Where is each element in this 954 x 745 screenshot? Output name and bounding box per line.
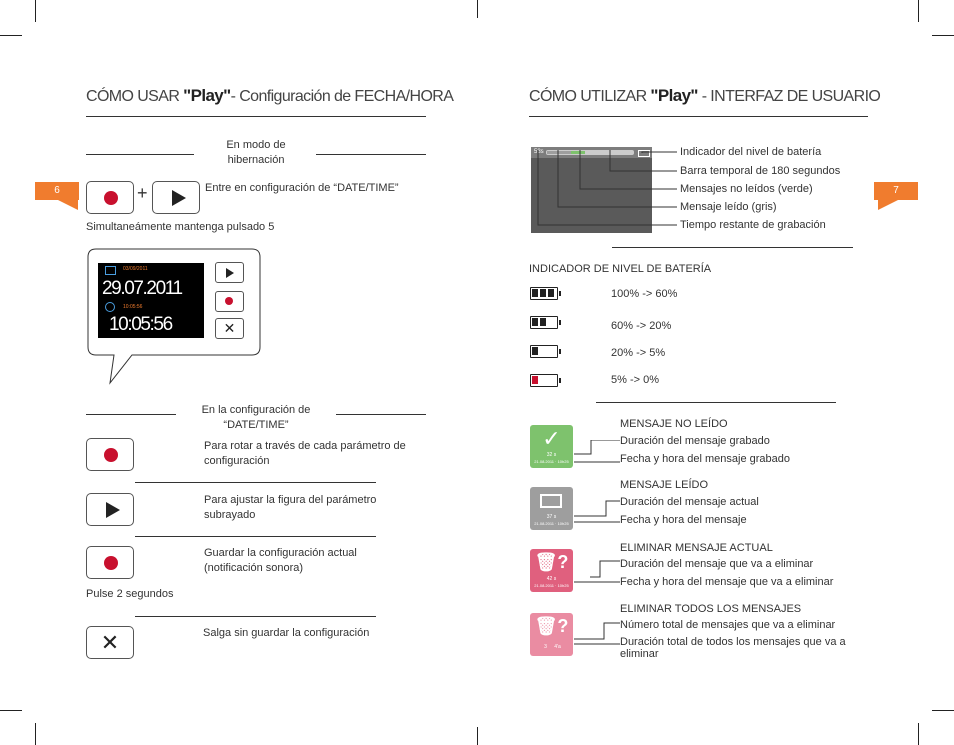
- unread-title: MENSAJE NO LEÍDO: [620, 418, 728, 430]
- device-date: 29.07.2011: [102, 278, 182, 299]
- step-save-button[interactable]: [86, 546, 134, 579]
- battery-one-icon: [530, 345, 558, 358]
- play-icon: [172, 190, 186, 206]
- callout-lines: [530, 140, 680, 235]
- callout-unread: Mensajes no leídos (verde): [680, 183, 813, 195]
- callout-remaining: Tiempo restante de grabación: [680, 219, 826, 231]
- battery-level-4: 5% -> 0%: [611, 374, 659, 386]
- device-time: 10:05:56: [109, 314, 172, 335]
- battery-full-icon: [530, 287, 558, 300]
- message-callout-lines: [560, 440, 622, 660]
- unread-line2: Fecha y hora del mensaje grabado: [620, 453, 790, 465]
- step-play-button[interactable]: [86, 493, 134, 526]
- left-page-title: CÓMO USAR "Play"- Configuración de FECHA/HORA: [86, 86, 454, 105]
- delete-all-line2: Duración total de todos los mensajes que va a eliminar: [620, 636, 846, 660]
- clock-icon: [105, 302, 115, 312]
- delete-all-title: ELIMINAR TODOS LOS MENSAJES: [620, 603, 802, 615]
- read-line2: Fecha y hora del mensaje: [620, 514, 747, 526]
- battery-title: INDICADOR DE NIVEL DE BATERÍA: [529, 263, 712, 275]
- hibernation-caption: En modo de hibernación: [226, 139, 286, 166]
- envelope-icon: [540, 494, 562, 508]
- play-button[interactable]: [152, 181, 200, 214]
- enter-config-text: Entre en configuración de “DATE/TIME”: [205, 182, 399, 194]
- time-left-label: 58s: [534, 149, 544, 155]
- plus-sign: +: [137, 183, 148, 203]
- page-number-right: 7: [874, 182, 918, 200]
- battery-two-icon: [530, 316, 558, 329]
- close-icon: ✕: [100, 630, 120, 655]
- page-number-left: 6: [35, 182, 79, 200]
- play-icon: [226, 268, 234, 278]
- callout-timeline: Barra temporal de 180 segundos: [680, 165, 841, 177]
- read-title: MENSAJE LEÍDO: [620, 479, 709, 491]
- trash-icon: 🗑?: [534, 552, 569, 572]
- delete-all-line1: Número total de mensajes que va a eliminar: [620, 619, 836, 631]
- delete-all-icon: 🗑? 3 4'a: [530, 613, 573, 656]
- device-row1: 03/09/2011: [123, 266, 148, 272]
- unread-message-icon: ✓ 32 s 21.08.2011 · 10h25: [530, 425, 573, 468]
- callout-read: Mensaje leído (gris): [680, 201, 777, 213]
- close-icon: ✕: [223, 320, 236, 336]
- step-close-button[interactable]: [86, 626, 134, 659]
- trash-icon: 🗑?: [534, 616, 569, 636]
- device-close-button[interactable]: [215, 318, 244, 339]
- press-two-seconds: Pulse 2 segundos: [86, 588, 174, 600]
- record-button[interactable]: [86, 181, 134, 214]
- battery-level-2: 60% -> 20%: [611, 320, 672, 332]
- simultaneous-text: Simultaneámente mantenga pulsado 5: [86, 221, 275, 233]
- record-icon: [104, 191, 118, 205]
- check-icon: ✓: [542, 426, 561, 451]
- delete-message-icon: 🗑? 42 s 21.08.2011 · 10h25: [530, 549, 573, 592]
- delete-title: ELIMINAR MENSAJE ACTUAL: [620, 542, 773, 554]
- delete-line2: Fecha y hora del mensaje que va a eliminar: [620, 576, 834, 588]
- battery-low-icon: [530, 374, 558, 387]
- play-icon: [106, 502, 120, 518]
- device-play-button[interactable]: [215, 262, 244, 283]
- battery-level-1: 100% -> 60%: [611, 288, 678, 300]
- record-icon: [104, 448, 118, 462]
- step-4-text: Salga sin guardar la configuración: [203, 627, 370, 639]
- device-record-button[interactable]: [215, 291, 244, 312]
- right-page-title: CÓMO UTILIZAR "Play" - INTERFAZ DE USUARIO: [529, 86, 881, 105]
- callout-battery: Indicador del nivel de batería: [680, 146, 822, 158]
- in-config-caption: En la configuración de “DATE/TIME”: [201, 404, 311, 431]
- step-2-text: Para ajustar la figura del parámetro subrayado: [204, 494, 377, 521]
- device-row2: 10:05:56: [123, 304, 143, 310]
- read-line1: Duración del mensaje actual: [620, 496, 759, 508]
- record-icon: [104, 556, 118, 570]
- step-1-text: Para rotar a través de cada parámetro de configuración: [204, 440, 406, 467]
- battery-level-3: 20% -> 5%: [611, 347, 666, 359]
- delete-line1: Duración del mensaje que va a eliminar: [620, 558, 814, 570]
- read-message-icon: 37 s 21.08.2011 · 10h25: [530, 487, 573, 530]
- step-record-button[interactable]: [86, 438, 134, 471]
- calendar-icon: [105, 266, 116, 275]
- unread-line1: Duración del mensaje grabado: [620, 435, 770, 447]
- step-3-text: Guardar la configuración actual (notificación sonora): [204, 547, 357, 574]
- record-icon: [225, 297, 233, 305]
